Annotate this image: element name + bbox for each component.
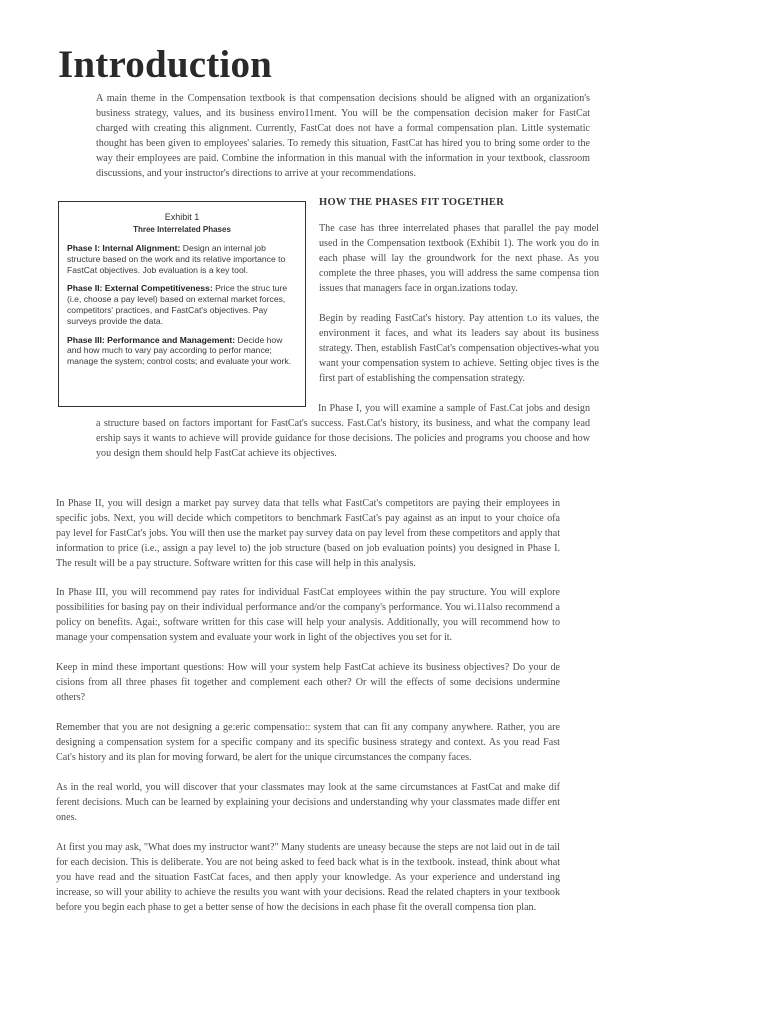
- body-paragraph-phase-3: In Phase III, you will recommend pay rates for individual FastCat employees within the pay structure. You will explore possibilities for basing pay on their individual performance and/or the company's performance. You wi.11also recommend a policy on benefits. Agai:, software written for this case will help your analysis. Additionally, you will recommend how to manage your compensation system and evaluate your work in light of the objectives you set for it.: [56, 587, 560, 643]
- phase-name: External Competitiveness:: [104, 283, 213, 294]
- section-paragraph-1: The case has three interrelated phases that parallel the pay model used in the Compensation textbook (Exhibit 1). The work you do in each phase will lay the groundwork for the next phase. As you complete the three phases, you will address the same compensa tion issues that managers face in organ.izations today.: [319, 223, 599, 294]
- body-paragraph-remember: Remember that you are not designing a ge:eric compensatio:: system that can fit any company anywhere. Rather, you are designing a compensation system for a specific company and its specific business strategy and context. As you read Fast Cat's history and its plan for moving forward, be alert for the unique circumstances the company faces.: [56, 722, 560, 763]
- phase-text: Decide how and how much to vary pay according to perfor mance; manage the system; control costs; and evaluate your work.: [67, 334, 292, 367]
- exhibit-title: Exhibit 1: [164, 212, 200, 222]
- body-paragraph-phase-2: In Phase II, you will design a market pay survey data that tells what FastCat's competitors are paying their employees in specific jobs. Next, you will decide which competitors to benchmark FastCat's pay against as an input to your choice ofa pay level for FastCat's jobs. You will then use the market pay survey data on pay level from these competitors and apply that information to price (i.e., assign a pay level to) the job structure (based on job evaluation points) you designed in Phase I. The result will be a pay structure. Software written for this case will help in this analysis.: [56, 498, 560, 569]
- exhibit-subtitle: Three Interrelated Phases: [133, 225, 231, 234]
- phase-text: Price the struc ture (i.e, choose a pay level) based on external market forces, competitors' practices, and FastCat's objectives. Pay surveys provide the data.: [67, 283, 288, 326]
- body-paragraph-real-world: As in the real world, you will discover that your classmates may look at the same circumstances at FastCat and make dif ferent decisions. Much can be learned by explaining your decisions and understanding why your classmates made differ ent ones.: [56, 782, 560, 823]
- phase-name: Performance and Management:: [107, 334, 236, 345]
- page-title: Introduction: [58, 43, 273, 86]
- body-paragraph-questions: Keep in mind these important questions: How will your system help FastCat achieve its business objectives? Do your de cisions from all three phases fit together and complement each other? Or will the effects of some decisions undermine others?: [56, 662, 560, 703]
- exhibit-phase-3: [67, 335, 295, 367]
- phase-number: Phase I:: [67, 243, 100, 253]
- phase-name: Internal Alignment:: [102, 243, 181, 253]
- phase-number: Phase III:: [67, 334, 105, 345]
- section-paragraph-3: In Phase I, you will examine a sample of Fast.Cat jobs and design a structure based on factors important for FastCat's success. Fast.Cat's history, its business, and what the company lead ership says it wants to achieve will provide guidance for those decisions. The policies and programs you choose and how you design them should help FastCat achieve its objectives.: [96, 403, 590, 459]
- section-paragraph-2: Begin by reading FastCat's history. Pay attention t.o its values, the environment it faces, and what its leaders say about its business strategy. Then, establish FastCat's compensation objectives-what you want your compensation system to achieve. Setting objec tives is the first part of establishing the compensation strategy.: [319, 313, 599, 384]
- exhibit-box: [58, 201, 306, 407]
- phase-number: Phase II:: [67, 283, 103, 294]
- section-heading: HOW THE PHASES FIT TOGETHER: [319, 197, 505, 208]
- exhibit-phase-2: [67, 283, 295, 326]
- body-paragraph-instructor: At first you may ask, "What does my instructor want?" Many students are uneasy because the steps are not laid out in de tail for each decision. This is deliberate. You are not being asked to feed back what is in the textbook. instead, think about what you have read and the situation FastCat faces, and then apply your knowledge. As your experience and understand ing increase, so will your ability to achieve the results you want with your decisions. Read the related chapters in your textbook before you begin each phase to get a better sense of how the decisions in each phase fit the overall compensa tion plan.: [56, 842, 560, 913]
- intro-paragraph: A main theme in the Compensation textbook is that compensation decisions should be aligned with an organization's business strategy, values, and its business enviro11ment. You will be the compensation decision maker for FastCat charged with creating this alignment. Currently, FastCat does not have a formal compensation plan. Little systematic thought has been given to employees' salaries. To remedy this situation, FastCat has hired you to bring some order to the way their employees are paid. Combine the information in this manual with the information in your textbook, classroom discussions, and your instructor's directions to arrive at your recommendations.: [96, 93, 590, 179]
- exhibit-phase-1: [67, 243, 295, 275]
- phase-text: Design an internal job structure based on the work and its relative importance to FastCat objectives. Job evaluation is a key tool.: [67, 243, 286, 275]
